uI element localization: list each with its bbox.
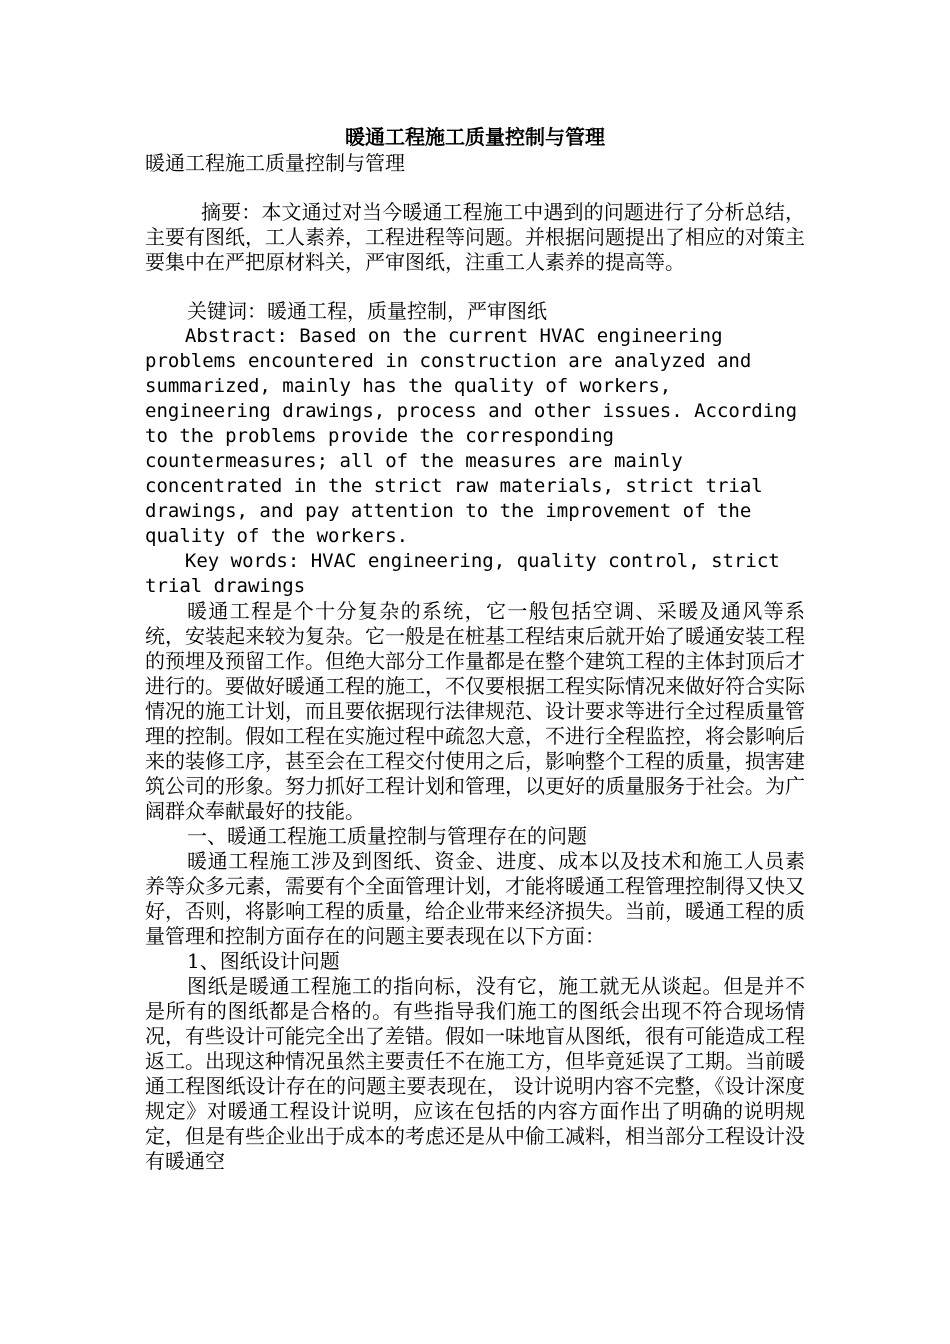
document-subtitle: 暖通工程施工质量控制与管理: [145, 151, 405, 175]
keywords-cn: 关键词：暖通工程，质量控制，严审图纸: [187, 299, 547, 323]
document-page: [145, 124, 805, 1174]
section-heading: 一、暖通工程施工质量控制与管理存在的问题: [187, 824, 587, 848]
keywords-en: Key words: HVAC engineering, quality control, strict trial drawings: [145, 550, 780, 597]
spacer: [145, 176, 805, 200]
abstract-en: Abstract: Based on the current HVAC engineering problems encountered in construction are analyzed and summarized, mainly has the quality of workers, engineering drawings, process and other issues. According to the problems provide the corresponding countermeasures; all of the measures are mainly concentrated in the strict raw materials, strict trial drawings, and pay attention to the improvement of the quality of the workers.: [145, 325, 798, 547]
intro-paragraph: 暖通工程是个十分复杂的系统，它一般包括空调、采暖及通风等系统，安装起来较为复杂。它一般是在桩基工程结束后就开始了暖通安装工程的预埋及预留工作。但绝大部分工作量都是在整个建筑工程的主体封顶后才进行的。要做好暖通工程的施工，不仅要根据工程实际情况来做好符合实际情况的施工计划，而且要依据现行法律规范、设计要求等进行全过程质量管理的控制。假如工程在实施过程中疏忽大意，不进行全程监控，将会影响后来的装修工序，甚至会在工程交付使用之后，影响整个工程的质量，损害建筑公司的形象。努力抓好工程计划和管理，以更好的质量服务于社会。为广阔群众奉献最好的技能。: [145, 599, 805, 823]
abstract-cn: 摘要：本文通过对当今暖通工程施工中遇到的问题进行了分析总结，主要有图纸，工人素养，工程进程等问题。并根据问题提出了相应的对策主要集中在严把原材料关，严审图纸，注重工人素养的提高等。: [145, 200, 805, 274]
spacer: [145, 275, 805, 299]
section-paragraph: 暖通工程施工涉及到图纸、资金、进度、成本以及技术和施工人员素养等众多元素，需要有个全面管理计划，才能将暖通工程管理控制得又快又好，否则，将影响工程的质量，给企业带来经济损失。当前，暖通工程的质量管理和控制方面存在的问题主要表现在以下方面：: [145, 849, 805, 948]
subsection-heading: 1、图纸设计问题: [187, 949, 340, 973]
document-title: 暖通工程施工质量控制与管理: [345, 125, 605, 149]
subsection-paragraph: 图纸是暖通工程施工的指向标，没有它，施工就无从谈起。但是并不是所有的图纸都是合格的。有些指导我们施工的图纸会出现不符合现场情况，有些设计可能完全出了差错。假如一味地盲从图纸，很有可能造成工程返工。出现这种情况虽然主要责任不在施工方，但毕竟延误了工期。当前暖通工程图纸设计存在的问题主要表现在， 设计说明内容不完整，《设计深度规定》对暖通工程设计说明，应该在包括的内容方面作出了明确的说明规定，但是有些企业出于成本的考虑还是从中偷工减料，相当部分工程设计没有暖通空: [145, 974, 805, 1173]
